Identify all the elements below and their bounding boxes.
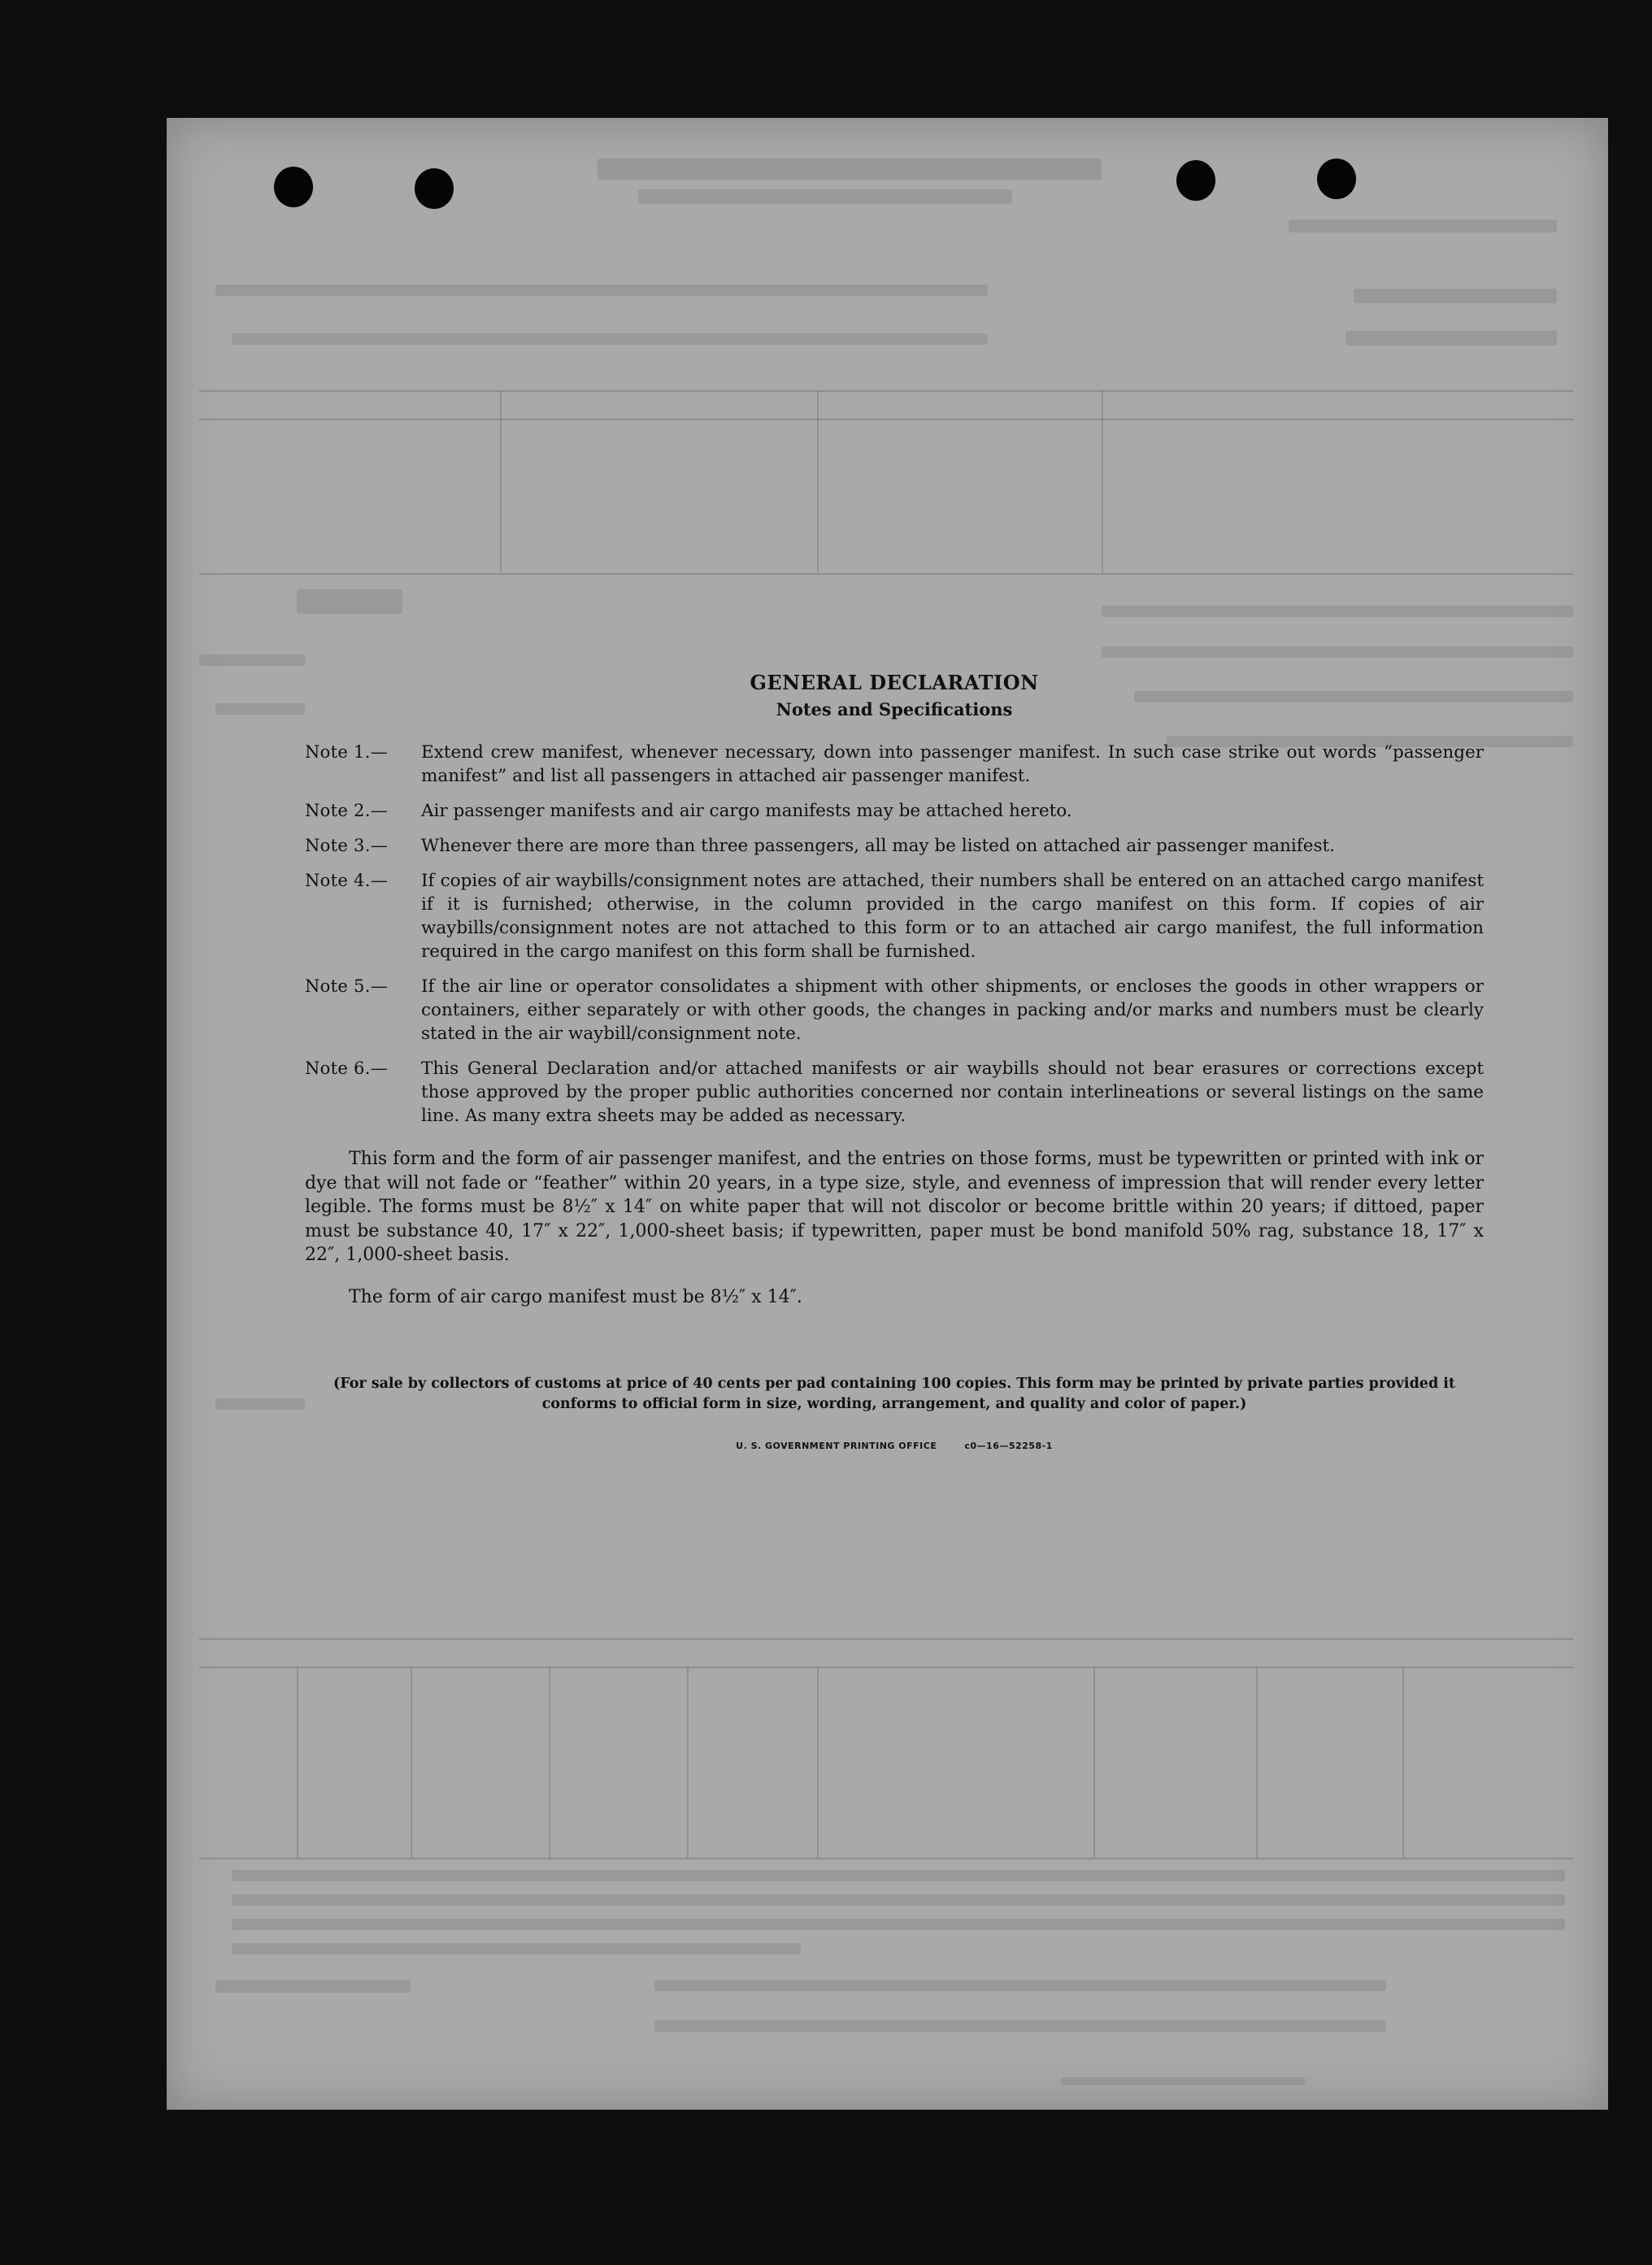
note-label: Note 3.— (305, 836, 388, 855)
bleed-smudge (232, 1919, 1565, 1930)
bleed-smudge (598, 159, 1102, 180)
note-5 (305, 975, 1484, 1046)
bleed-smudge (215, 1980, 411, 1993)
note-text: Whenever there are more than three passengers, all may be listed on attached air passenger manifest. (421, 836, 1335, 856)
note-label: Note 4.— (305, 871, 388, 890)
bleed-rule (549, 1667, 550, 1858)
bleed-rule (1102, 390, 1103, 573)
note-label: Note 6.— (305, 1059, 388, 1078)
bleed-smudge (1354, 289, 1557, 303)
printer-line (305, 1441, 1484, 1451)
bleed-smudge (1061, 2077, 1305, 2085)
note-2 (305, 799, 1484, 823)
punch-hole-3 (1176, 160, 1215, 201)
document-title: GENERAL DECLARATION (750, 671, 1039, 694)
bleed-rule (1093, 1667, 1095, 1858)
bleed-smudge (1102, 646, 1573, 658)
bleed-smudge (654, 2020, 1386, 2032)
print-code: c0—16—52258-1 (964, 1441, 1053, 1451)
bleed-smudge (638, 189, 1012, 204)
bleed-smudge (215, 703, 305, 715)
bleed-rule (687, 1667, 689, 1858)
document-subtitle: Notes and Specifications (776, 699, 1013, 719)
bleed-smudge (654, 1980, 1386, 1991)
sale-notice: (For sale by collectors of customs at price of 40 cents per pad containing 100 copies. This form may be printed by private parties provided it conforms to official form in size, wording, arrangement, and quality and color of paper.) (333, 1376, 1455, 1412)
punch-hole-4 (1317, 159, 1356, 199)
bleed-rule (817, 390, 819, 573)
punch-hole-2 (415, 168, 454, 209)
bleed-smudge (1289, 220, 1557, 233)
note-1 (305, 741, 1484, 788)
bleed-smudge (232, 1870, 1565, 1881)
bleed-smudge (297, 589, 402, 614)
bleed-smudge (1346, 331, 1557, 346)
bleed-rule (199, 573, 1573, 575)
notes-and-specifications (305, 671, 1484, 1451)
bleed-smudge (1102, 606, 1573, 617)
bleed-rule (199, 1667, 1573, 1668)
bleed-rule (1402, 1667, 1404, 1858)
bleed-rule (411, 1667, 412, 1858)
bleed-smudge (215, 1398, 305, 1410)
bleed-smudge (232, 333, 988, 345)
bleed-smudge (232, 1943, 801, 1954)
note-label: Note 1.— (305, 742, 388, 762)
note-text: If copies of air waybills/consignment notes are attached, their numbers shall be entered on an attached cargo manifest if it is furnished; otherwise, in the column provided in the cargo manifest on this form. If copies of air waybills/consignment notes are not attached to this form or to an attached air cargo manifest, the full information required in the cargo manifest on this form shall be furnished. (421, 871, 1484, 962)
bleed-rule (500, 390, 502, 573)
note-3 (305, 834, 1484, 858)
note-4 (305, 869, 1484, 963)
format-specification-paragraph: This form and the form of air passenger manifest, and the entries on those forms, must be typewritten or printed with ink or dye that will not fade or “feather” within 20 years, in a type size, style, and evenness of impression that will render every letter legible. The forms must be 8½″ x 14″ on white paper that will not discolor or become brittle within 20 years; if dittoed, paper must be substance 40, 17″ x 22″, 1,000-sheet basis; if typewritten, paper must be bond manifold 50% rag, substance 18, 17″ x 22″, 1,000-sheet basis. (305, 1149, 1484, 1265)
bleed-rule (199, 390, 1573, 392)
bleed-rule (297, 1667, 298, 1858)
note-text: This General Declaration and/or attached manifests or air waybills should not bear erasures or corrections except those approved by the proper public authorities concerned nor contain interlineations or several listings on the same line. As many extra sheets may be added as necessary. (421, 1059, 1484, 1126)
bleed-rule (1256, 1667, 1258, 1858)
bleed-smudge (215, 285, 988, 296)
bleed-smudge (232, 1894, 1565, 1906)
bleed-rule (199, 1858, 1573, 1859)
note-text: If the air line or operator consolidates a shipment with other shipments, or encloses the goods in other wrappers or containers, either separately or with other goods, the changes in packing and/or marks and numbers must be clearly stated in the air waybill/consignment note. (421, 976, 1484, 1044)
note-label: Note 2.— (305, 801, 388, 820)
bleed-smudge (199, 654, 305, 666)
note-label: Note 5.— (305, 976, 388, 996)
punch-hole-1 (274, 167, 313, 207)
bleed-rule (199, 1638, 1573, 1640)
printer-name: U. S. GOVERNMENT PRINTING OFFICE (736, 1441, 937, 1451)
bleed-rule (817, 1667, 819, 1858)
cargo-manifest-size-note: The form of air cargo manifest must be 8½″ x 14″. (349, 1286, 802, 1307)
note-text: Air passenger manifests and air cargo manifests may be attached hereto. (421, 801, 1072, 821)
document-page (167, 118, 1608, 2110)
bleed-rule (199, 419, 1573, 420)
note-text: Extend crew manifest, whenever necessary, down into passenger manifest. In such case strike out words “passenger manifest” and list all passengers in attached air passenger manifest. (421, 742, 1484, 786)
note-6 (305, 1057, 1484, 1128)
